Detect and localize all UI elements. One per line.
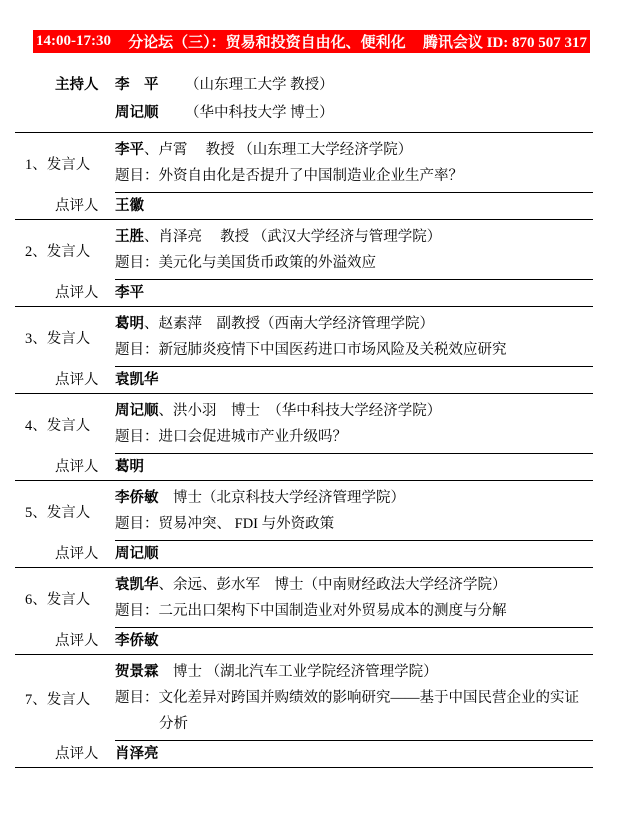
paper-title: 题目：进口会促进城市产业升级吗？ <box>115 429 347 445</box>
speaker-row <box>15 394 593 454</box>
paper-title: 题目：外资自由化是否提升了中国制造业企业生产率？ <box>115 168 463 184</box>
speaker-names <box>115 224 593 250</box>
speaker-label <box>15 240 115 261</box>
commentator-row <box>15 628 593 654</box>
speaker-label-text: 发言人 <box>46 504 91 521</box>
session-block-4 <box>15 393 593 480</box>
speaker-names <box>115 398 593 424</box>
meeting-id: 腾讯会议 ID: 870 507 317 <box>422 35 587 51</box>
paper-title: 题目：文化差异对跨国并购绩效的影响研究——基于中国民营企业的实证分析 <box>115 690 579 732</box>
host-section <box>0 71 617 132</box>
speaker-label-text: 发言人 <box>46 243 91 260</box>
speaker-row <box>15 307 593 367</box>
commentator-row <box>15 741 593 767</box>
commentator-row <box>15 193 593 219</box>
commentator-label: 点评人 <box>55 285 99 301</box>
host-row <box>55 71 617 99</box>
speaker-row <box>15 133 593 193</box>
speaker-label <box>15 327 115 348</box>
host-label-spacer <box>55 99 115 127</box>
commentator-label: 点评人 <box>55 546 99 562</box>
commentator-label: 点评人 <box>55 372 99 388</box>
session-block-5 <box>15 480 593 567</box>
session-number: 7、 <box>25 691 47 708</box>
program-page <box>0 30 617 822</box>
speaker-name-rest: 博士 （湖北汽车工业学院经济管理学院） <box>158 664 438 680</box>
commentator-row <box>15 541 593 567</box>
speaker-content <box>115 481 593 541</box>
session-block-3 <box>15 306 593 393</box>
session-number: 3、 <box>25 330 47 347</box>
speaker-name-primary: 王胜 <box>115 229 144 245</box>
session-block-7 <box>15 654 593 767</box>
speaker-label-text: 发言人 <box>46 330 91 347</box>
session-block-6 <box>15 567 593 654</box>
host-row <box>55 99 617 127</box>
speaker-row <box>15 568 593 628</box>
paper-title: 题目：美元化与美国货币政策的外溢效应 <box>115 255 376 271</box>
session-list <box>15 132 593 768</box>
session-number: 2、 <box>25 243 47 260</box>
host-name: 李 平 <box>115 77 159 93</box>
paper-title: 题目：二元出口架构下中国制造业对外贸易成本的测度与分解 <box>115 603 507 619</box>
session-time: 14:00-17:30 <box>36 33 111 49</box>
speaker-row <box>15 220 593 280</box>
speaker-content <box>115 655 593 741</box>
speaker-name-rest: 、洪小羽 博士 （华中科技大学经济学院） <box>158 403 442 419</box>
speaker-label <box>15 688 115 709</box>
session-header-bar <box>33 30 590 53</box>
commentator-name: 袁凯华 <box>115 372 159 388</box>
session-number: 1、 <box>25 156 47 173</box>
speaker-name-primary: 贺景霖 <box>115 664 159 680</box>
speaker-names <box>115 659 593 685</box>
session-number: 4、 <box>25 417 47 434</box>
speaker-name-primary: 李侨敏 <box>115 490 159 506</box>
speaker-label <box>15 501 115 522</box>
speaker-content <box>115 133 593 193</box>
speaker-label <box>15 588 115 609</box>
commentator-label: 点评人 <box>55 746 99 762</box>
commentator-row <box>15 454 593 480</box>
host-name: 周记顺 <box>115 105 159 121</box>
speaker-content <box>115 307 593 367</box>
speaker-label-text: 发言人 <box>46 417 91 434</box>
commentator-label: 点评人 <box>55 198 99 214</box>
speaker-name-primary: 周记顺 <box>115 403 159 419</box>
speaker-content <box>115 394 593 454</box>
speaker-name-rest: 、卢霄 教授 （山东理工大学经济学院） <box>144 142 413 158</box>
commentator-row <box>15 280 593 306</box>
speaker-names <box>115 485 593 511</box>
speaker-label-text: 发言人 <box>46 156 91 173</box>
speaker-label <box>15 153 115 174</box>
speaker-row <box>15 481 593 541</box>
commentator-name: 葛明 <box>115 459 144 475</box>
commentator-label: 点评人 <box>55 459 99 475</box>
commentator-name: 李侨敏 <box>115 633 159 649</box>
speaker-names <box>115 137 593 163</box>
commentator-name: 王徽 <box>115 198 144 214</box>
speaker-name-rest: 博士（北京科技大学经济管理学院） <box>158 490 405 506</box>
speaker-names <box>115 572 593 598</box>
speaker-name-rest: 、肖泽亮 教授 （武汉大学经济与管理学院） <box>144 229 442 245</box>
speaker-name-rest: 、余远、彭水军 博士（中南财经政法大学经济学院） <box>158 577 507 593</box>
commentator-label: 点评人 <box>55 633 99 649</box>
speaker-names <box>115 311 593 337</box>
session-title: 分论坛（三）：贸易和投资自由化、便利化 <box>128 35 406 51</box>
speaker-name-rest: 、赵素萍 副教授（西南大学经济管理学院） <box>144 316 434 332</box>
speaker-label <box>15 414 115 435</box>
paper-title: 题目：新冠肺炎疫情下中国医药进口市场风险及关税效应研究 <box>115 342 507 358</box>
speaker-content <box>115 568 593 628</box>
host-label: 主持人 <box>55 77 99 93</box>
host-affiliation: （华中科技大学 博士） <box>185 105 334 121</box>
speaker-name-primary: 李平 <box>115 142 144 158</box>
paper-title: 题目：贸易冲突、 FDI 与外资政策 <box>115 516 335 532</box>
speaker-name-primary: 袁凯华 <box>115 577 159 593</box>
speaker-content <box>115 220 593 280</box>
session-number: 5、 <box>25 504 47 521</box>
commentator-name: 周记顺 <box>115 546 159 562</box>
commentator-name: 李平 <box>115 285 144 301</box>
speaker-row <box>15 655 593 741</box>
commentator-name: 肖泽亮 <box>115 746 159 762</box>
session-number: 6、 <box>25 591 47 608</box>
speaker-label-text: 发言人 <box>46 591 91 608</box>
session-block-1 <box>15 132 593 219</box>
session-block-2 <box>15 219 593 306</box>
speaker-label-text: 发言人 <box>46 691 91 708</box>
host-affiliation: （山东理工大学 教授） <box>185 77 334 93</box>
speaker-name-primary: 葛明 <box>115 316 144 332</box>
commentator-row <box>15 367 593 393</box>
